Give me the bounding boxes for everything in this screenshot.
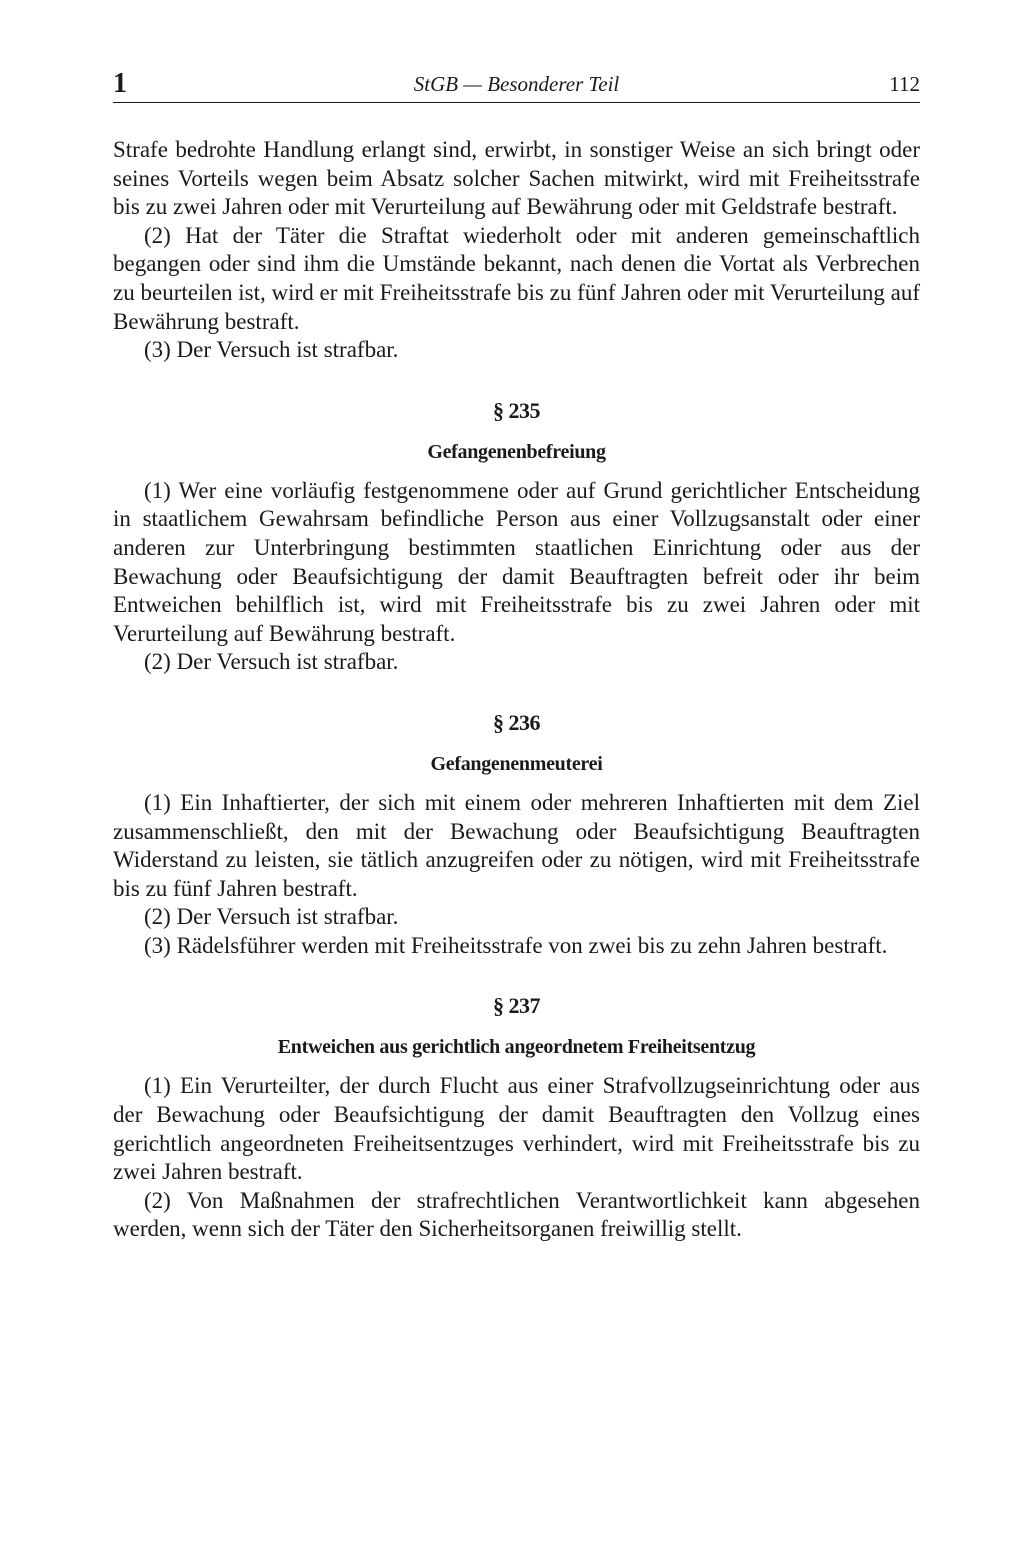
- section-title: Gefangenenmeuterei: [430, 752, 603, 775]
- section-number: § 236: [493, 709, 540, 735]
- section-number: § 237: [493, 993, 540, 1019]
- paragraph: (2) Der Versuch ist strafbar.: [144, 649, 399, 675]
- document-body: [113, 136, 920, 1244]
- running-title: StGB — Besonderer Teil: [413, 72, 620, 96]
- section-title: Entweichen aus gerichtlich angeordnetem Freiheitsentzug: [277, 1036, 756, 1059]
- paragraph: (1) Wer eine vorläufig festgenommene oder auf Grund gerichtlicher Entscheidung in staatlichem Gewahrsam befindliche Person aus einer Vollzugsanstalt oder einer anderen zur Unterbringung bestimmten staatlichen Einrichtung oder aus der Bewachung oder Beaufsichtigung der damit Beauftragten befreit oder ihr beim Entweichen behilflich ist, wird mit Freiheitsstrafe bis zu zwei Jahren oder mit Verurteilung auf Bewährung bestraft.: [113, 477, 920, 646]
- section-title: Gefangenenbefreiung: [427, 440, 606, 463]
- paragraph: (1) Ein Inhaftierter, der sich mit einem oder mehreren Inhaftierten mit dem Ziel zusammenschließt, den mit der Bewachung oder Beaufsichtigung Beauftragten Widerstand zu leisten, sie tätlich anzugreifen oder zu nötigen, wird mit Freiheitsstrafe bis zu fünf Jahren bestraft.: [113, 789, 920, 901]
- paragraph: (2) Hat der Täter die Straftat wiederholt oder mit anderen gemeinschaftlich begangen oder sind ihm die Umstände bekannt, nach denen die Vortat als Verbrechen zu beurteilen ist, wird er mit Freiheitsstrafe bis zu fünf Jahren oder mit Verurteilung auf Bewährung bestraft.: [113, 222, 920, 334]
- section-number: § 235: [493, 397, 540, 423]
- paragraph: (1) Ein Verurteilter, der durch Flucht aus einer Strafvollzugseinrichtung oder aus der Bewachung oder Beaufsichtigung der damit Beauftragten den Vollzug eines gerichtlich angeordneten Freiheitsentzuges verhindert, wird mit Freiheitsstrafe bis zu zwei Jahren bestraft.: [113, 1073, 920, 1185]
- paragraph: (2) Der Versuch ist strafbar.: [144, 904, 399, 930]
- paragraph: (3) Rädelsführer werden mit Freiheitsstrafe von zwei bis zu zehn Jahren bestraft.: [144, 932, 888, 958]
- continued-paragraph: Strafe bedrohte Handlung erlangt sind, erwirbt, in sonstiger Weise an sich bringt oder seines Vorteils wegen beim Absatz solcher Sachen mitwirkt, wird mit Freiheitsstrafe bis zu zwei Jahren oder mit Verurteilung auf Bewährung oder mit Geldstrafe bestraft.: [113, 137, 920, 220]
- paragraph: (3) Der Versuch ist strafbar.: [144, 337, 399, 363]
- running-header: [113, 68, 920, 103]
- paragraph: (2) Von Maßnahmen der strafrechtlichen Verantwortlichkeit kann abgesehen werden, wenn sich der Täter den Sicherheitsorganen freiwillig stellt.: [113, 1187, 920, 1242]
- page-number: 112: [889, 72, 920, 96]
- chapter-number: 1: [113, 68, 127, 99]
